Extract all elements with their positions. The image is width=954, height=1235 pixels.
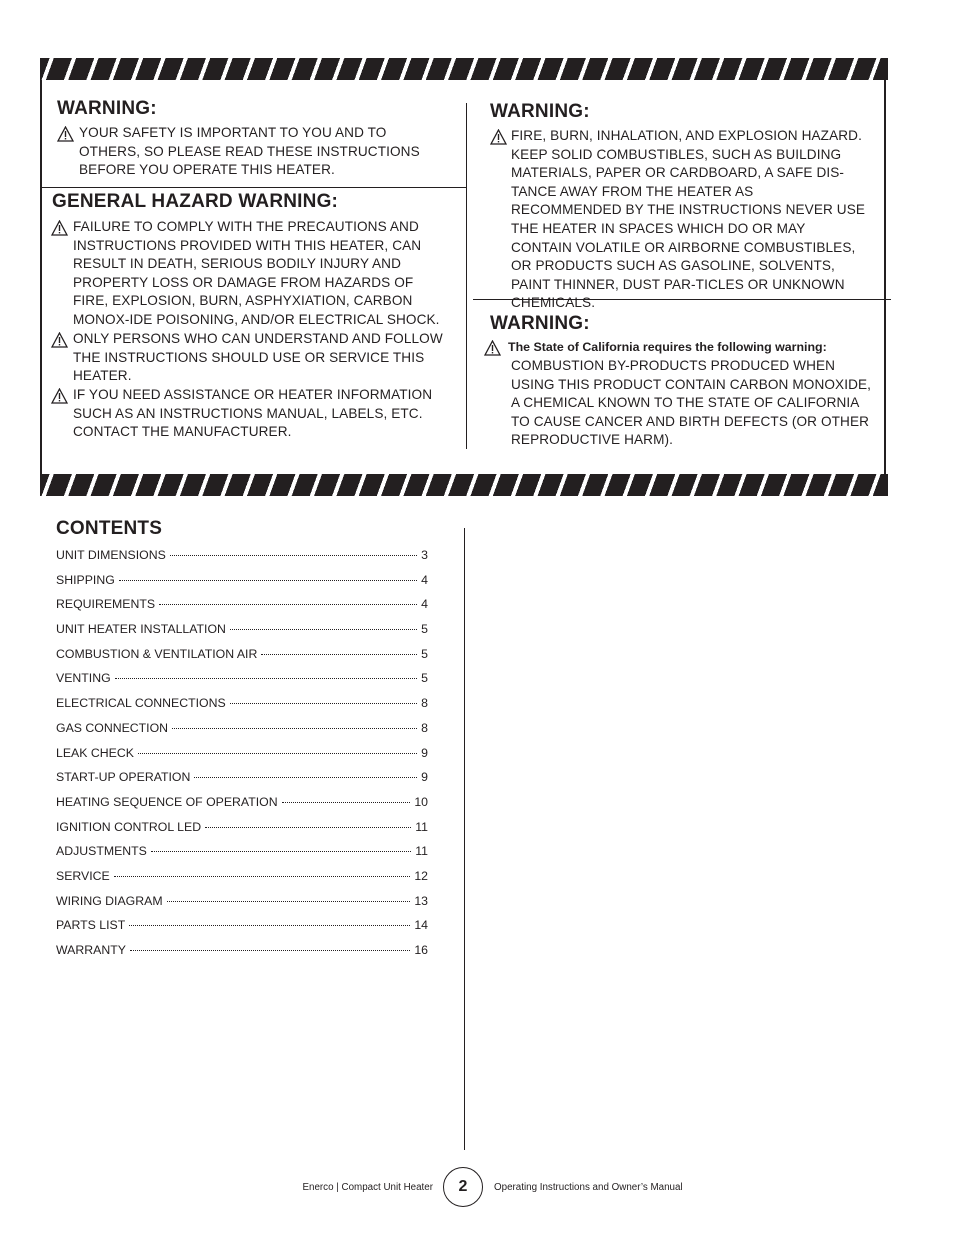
- warning-triangle-icon: [51, 388, 68, 404]
- toc-entry[interactable]: [56, 597, 428, 622]
- warning-triangle-icon: [57, 126, 74, 142]
- toc-entry-label: WIRING DIAGRAM: [56, 893, 163, 908]
- contents-title: CONTENTS: [56, 518, 163, 539]
- toc-leader-dots: [114, 875, 411, 877]
- toc-entry-label: LEAK CHECK: [56, 745, 134, 760]
- toc-entry-label: ADJUSTMENTS: [56, 844, 147, 859]
- fire-warning-text: FIRE, BURN, INHALATION, AND EXPLOSION HAZARD. KEEP SOLID COMBUSTIBLES, SUCH AS BUILDING MATERIALS, PAPER OR CARDBOARD, A SAFE DIS-TANCE AWAY FROM THE HEATER AS RECOMMENDED BY THE INSTRUCTIONS NEVER USE THE HEATER IN SPACES WHICH DO OR MAY CONTAIN VOLATILE OR AIRBORNE COMBUSTIBLES, OR PRODUCTS SUCH AS GASOLINE, SOLVENTS, PAINT THINNER, DUST PAR-TICLES OR UNKNOWN CHEMICALS.: [511, 128, 866, 311]
- toc-leader-dots: [282, 801, 411, 803]
- toc-leader-dots: [130, 949, 410, 951]
- toc-entry-label: START-UP OPERATION: [56, 770, 191, 785]
- table-of-contents: [56, 548, 428, 968]
- toc-entry[interactable]: [56, 696, 428, 721]
- toc-entry[interactable]: [56, 622, 428, 647]
- toc-leader-dots: [261, 653, 417, 655]
- toc-leader-dots: [170, 554, 417, 556]
- toc-leader-dots: [172, 727, 417, 729]
- toc-entry[interactable]: [56, 548, 428, 573]
- fire-warning-title: WARNING:: [490, 101, 590, 122]
- toc-entry-label: IGNITION CONTROL LED: [56, 819, 202, 834]
- section-divider-left: [42, 187, 467, 188]
- toc-leader-dots: [119, 579, 417, 581]
- warning-triangle-icon: [51, 332, 68, 348]
- toc-entry-page: 11: [415, 844, 428, 859]
- toc-leader-dots: [230, 702, 417, 704]
- toc-entry-page: 9: [421, 770, 428, 785]
- toc-entry-label: SERVICE: [56, 868, 110, 883]
- column-divider: [466, 103, 467, 449]
- toc-entry-label: ELECTRICAL CONNECTIONS: [56, 696, 226, 711]
- toc-entry[interactable]: [56, 647, 428, 672]
- hazard-stripe-bottom: [40, 474, 888, 496]
- toc-entry-label: VENTING: [56, 671, 111, 686]
- toc-entry[interactable]: [56, 869, 428, 894]
- toc-leader-dots: [159, 603, 417, 605]
- toc-entry[interactable]: [56, 894, 428, 919]
- warning-triangle-icon: [490, 129, 507, 145]
- safety-warning-text: YOUR SAFETY IS IMPORTANT TO YOU AND TO OTHERS, SO PLEASE READ THESE INSTRUCTIONS BEFORE YOU OPERATE THIS HEATER.: [79, 125, 420, 178]
- toc-entry-page: 4: [421, 597, 428, 612]
- general-hazard-title: GENERAL HAZARD WARNING:: [52, 191, 339, 212]
- toc-entry[interactable]: [56, 671, 428, 696]
- toc-entry-page: 12: [414, 868, 428, 883]
- toc-entry[interactable]: [56, 795, 428, 820]
- toc-entry-label: PARTS LIST: [56, 918, 126, 933]
- warning-triangle-icon: [51, 220, 68, 236]
- toc-entry-page: 5: [421, 646, 428, 661]
- toc-entry-page: 13: [414, 893, 428, 908]
- warning-triangle-icon: [484, 340, 501, 356]
- toc-entry-page: 4: [421, 572, 428, 587]
- toc-leader-dots: [115, 677, 417, 679]
- toc-leader-dots: [167, 900, 411, 902]
- toc-entry-label: UNIT DIMENSIONS: [56, 548, 166, 562]
- safety-warning-title: WARNING:: [57, 98, 157, 119]
- california-lead-text: The State of California requires the following warning:: [508, 340, 827, 354]
- toc-entry-label: UNIT HEATER INSTALLATION: [56, 622, 226, 637]
- toc-entry[interactable]: [56, 770, 428, 795]
- toc-entry-label: GAS CONNECTION: [56, 720, 169, 735]
- toc-entry-page: 8: [421, 696, 428, 711]
- footer-product: Enerco | Compact Unit Heater: [302, 1182, 433, 1193]
- footer-manual-title: Operating Instructions and Owner’s Manual: [494, 1182, 683, 1193]
- hazard-item-2: ONLY PERSONS WHO CAN UNDERSTAND AND FOLLOW THE INSTRUCTIONS SHOULD USE OR SERVICE THIS HEATER.: [73, 331, 443, 384]
- toc-entry-page: 10: [414, 794, 428, 809]
- toc-leader-dots: [138, 752, 417, 754]
- toc-entry-page: 14: [414, 918, 428, 933]
- california-warning-text: COMBUSTION BY-PRODUCTS PRODUCED WHEN USING THIS PRODUCT CONTAIN CARBON MONOXIDE, A CHEMICAL KNOWN TO THE STATE OF CALIFORNIA TO CAUSE CANCER AND BIRTH DEFECTS (OR OTHER REPRODUCTIVE HARM).: [511, 358, 872, 448]
- hazard-item-3: IF YOU NEED ASSISTANCE OR HEATER INFORMATION SUCH AS AN INSTRUCTIONS MANUAL, LABELS, ETC. CONTACT THE MANUFACTURER.: [73, 387, 433, 440]
- toc-entry-page: 8: [421, 720, 428, 735]
- toc-entry-label: SHIPPING: [56, 572, 115, 587]
- page-column-divider: [464, 528, 465, 1150]
- toc-entry-page: 9: [421, 745, 428, 760]
- toc-entry-label: WARRANTY: [56, 943, 126, 957]
- hazard-item-1: FAILURE TO COMPLY WITH THE PRECAUTIONS AND INSTRUCTIONS PROVIDED WITH THIS HEATER, CAN RESULT IN DEATH, SERIOUS BODILY INJURY AND PROPERTY LOSS OR DAMAGE FROM HAZARDS OF FIRE, EXPLOSION, BURN, ASPHYXIATION, CARBON MONOX-IDE POISONING, AND/OR ELECTRICAL SHOCK.: [73, 219, 440, 327]
- toc-leader-dots: [230, 628, 417, 630]
- toc-leader-dots: [129, 924, 410, 926]
- toc-entry-label: REQUIREMENTS: [56, 597, 156, 612]
- california-warning-title: WARNING:: [490, 313, 590, 334]
- toc-entry[interactable]: [56, 573, 428, 598]
- toc-entry-page: 5: [421, 671, 428, 686]
- toc-entry-page: 11: [415, 819, 428, 834]
- toc-entry[interactable]: [56, 820, 428, 845]
- toc-entry[interactable]: [56, 844, 428, 869]
- toc-entry[interactable]: [56, 918, 428, 943]
- page-number: 2: [443, 1167, 483, 1207]
- toc-leader-dots: [205, 826, 411, 828]
- toc-entry[interactable]: [56, 746, 428, 771]
- toc-entry-page: 16: [414, 943, 428, 957]
- toc-entry-page: 5: [421, 622, 428, 637]
- toc-leader-dots: [194, 776, 417, 778]
- toc-entry-label: COMBUSTION & VENTILATION AIR: [56, 646, 258, 661]
- toc-entry[interactable]: [56, 943, 428, 968]
- toc-entry[interactable]: [56, 721, 428, 746]
- toc-entry-label: HEATING SEQUENCE OF OPERATION: [56, 794, 278, 809]
- toc-leader-dots: [151, 850, 411, 852]
- hazard-stripe-top: [40, 58, 888, 80]
- toc-entry-page: 3: [421, 548, 428, 562]
